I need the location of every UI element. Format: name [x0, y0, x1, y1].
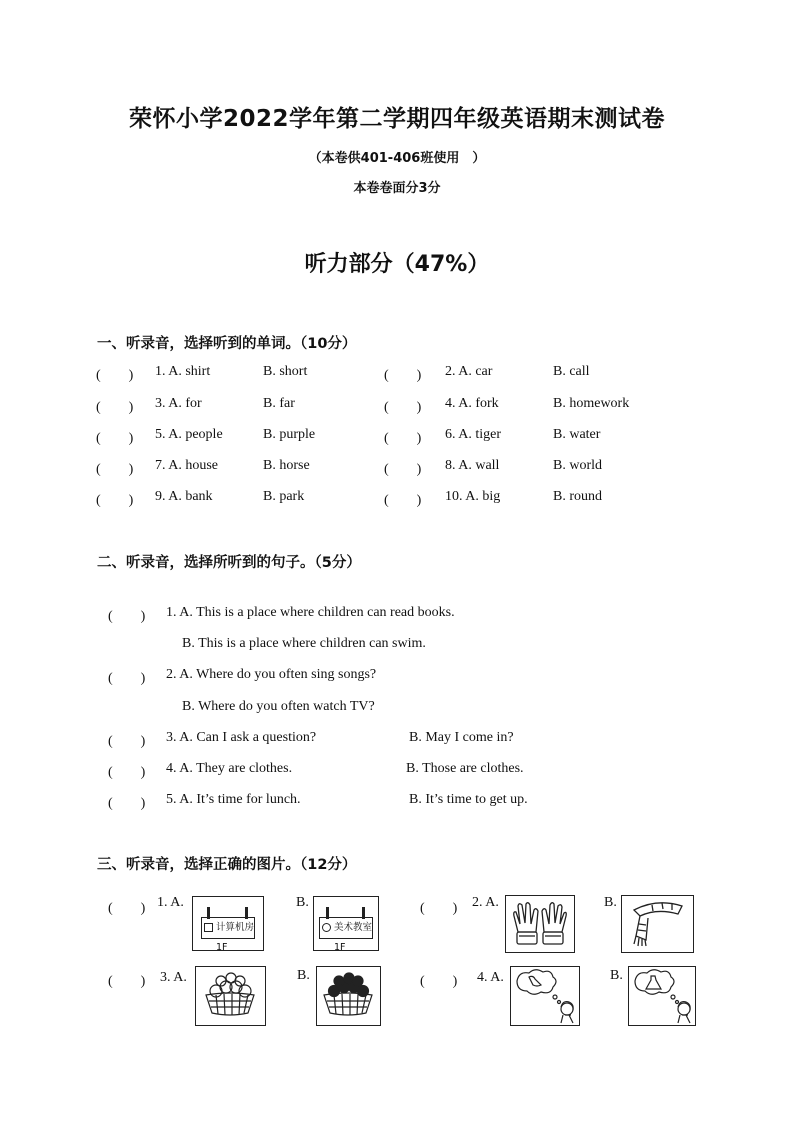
sentence-option-b: B. May I come in? [409, 730, 514, 745]
answer-blank[interactable]: ( ) [108, 671, 146, 686]
question-option-a: 9. A. bank [155, 489, 213, 504]
question-option-a: 2. A. car [445, 364, 493, 379]
sentence-option-b: B. Those are clothes. [406, 761, 524, 776]
picture-option-b-label: B. [610, 968, 623, 983]
answer-blank[interactable]: ( ) [384, 368, 422, 383]
picture-question-label: 3. A. [160, 970, 187, 985]
question-option-b: B. homework [553, 396, 630, 411]
scarf-icon [622, 896, 692, 951]
question-option-b: B. purple [263, 427, 316, 442]
answer-blank[interactable]: ( ) [108, 609, 146, 624]
sentence-option-a: 4. A. They are clothes. [166, 761, 293, 776]
question-option-a: 7. A. house [155, 458, 218, 473]
answer-blank[interactable]: ( ) [108, 974, 146, 989]
answer-blank[interactable]: ( ) [420, 901, 458, 916]
question-option-b: B. round [553, 489, 602, 504]
answer-blank[interactable]: ( ) [108, 796, 146, 811]
question-option-a: 10. A. big [445, 489, 501, 504]
section1-heading: 一、听录音，选择听到的单词。（10分） [97, 336, 357, 352]
basket-picture-a[interactable] [195, 966, 266, 1026]
sentence-option-b: B. Where do you often watch TV? [182, 699, 375, 714]
listening-part-title: 听力部分（47%） [304, 252, 490, 277]
sign-text: 计算机房1F [216, 922, 255, 953]
gloves-picture[interactable] [505, 895, 575, 953]
question-option-a: 5. A. people [155, 427, 223, 442]
fruit-basket-icon [317, 967, 379, 1024]
basket-picture-b[interactable] [316, 966, 381, 1026]
sentence-option-a: 2. A. Where do you often sing songs? [166, 667, 377, 682]
question-option-b: B. far [263, 396, 295, 411]
answer-blank[interactable]: ( ) [384, 431, 422, 446]
question-option-b: B. water [553, 427, 601, 442]
sentence-option-b: B. It’s time to get up. [409, 792, 528, 807]
answer-blank[interactable]: ( ) [384, 462, 422, 477]
scarf-picture[interactable] [621, 895, 694, 953]
thought-bubble-icon [511, 967, 578, 1024]
picture-option-b-label: B. [604, 895, 617, 910]
picture-question-label: 1. A. [157, 895, 184, 910]
thought-bubble-icon [629, 967, 694, 1024]
sentence-option-b: B. This is a place where children can swim. [182, 636, 426, 651]
question-option-a: 4. A. fork [445, 396, 499, 411]
computer-room-sign-picture[interactable] [192, 896, 264, 951]
answer-blank[interactable]: ( ) [420, 974, 458, 989]
answer-blank[interactable]: ( ) [108, 765, 146, 780]
sign-text: 美术教室1F [334, 922, 373, 953]
section2-heading: 二、听录音，选择所听到的句子。（5分） [97, 555, 361, 571]
usage-note: （本卷供401-406班使用 ） [308, 151, 486, 166]
question-option-b: B. park [263, 489, 305, 504]
answer-blank[interactable]: ( ) [96, 400, 134, 415]
question-option-a: 8. A. wall [445, 458, 500, 473]
girl-thinking-picture-b[interactable] [628, 966, 696, 1026]
answer-blank[interactable]: ( ) [96, 462, 134, 477]
picture-option-b-label: B. [296, 895, 309, 910]
computer-icon [204, 923, 213, 932]
question-option-b: B. world [553, 458, 602, 473]
art-room-sign-picture[interactable] [313, 896, 379, 951]
picture-option-b-label: B. [297, 968, 310, 983]
section3-heading: 三、听录音，选择正确的图片。（12分） [97, 857, 357, 873]
answer-blank[interactable]: ( ) [96, 431, 134, 446]
answer-blank[interactable]: ( ) [108, 734, 146, 749]
gloves-icon [506, 896, 573, 951]
answer-blank[interactable]: ( ) [96, 368, 134, 383]
sentence-option-a: 3. A. Can I ask a question? [166, 730, 317, 745]
question-option-a: 1. A. shirt [155, 364, 211, 379]
question-option-b: B. short [263, 364, 308, 379]
picture-question-label: 4. A. [477, 970, 504, 985]
answer-blank[interactable]: ( ) [96, 493, 134, 508]
question-option-b: B. call [553, 364, 590, 379]
score-note: 本卷卷面分3分 [353, 181, 441, 196]
answer-blank[interactable]: ( ) [108, 901, 146, 916]
palette-icon [322, 923, 331, 932]
picture-question-label: 2. A. [472, 895, 499, 910]
answer-blank[interactable]: ( ) [384, 493, 422, 508]
question-option-a: 3. A. for [155, 396, 202, 411]
sentence-option-a: 5. A. It’s time for lunch. [166, 792, 301, 807]
question-option-a: 6. A. tiger [445, 427, 501, 442]
fruit-basket-icon [196, 967, 264, 1024]
exam-title: 荣怀小学2022学年第二学期四年级英语期末测试卷 [128, 106, 665, 132]
answer-blank[interactable]: ( ) [384, 400, 422, 415]
girl-thinking-picture-a[interactable] [510, 966, 580, 1026]
question-option-b: B. horse [263, 458, 310, 473]
sentence-option-a: 1. A. This is a place where children can read books. [166, 605, 455, 620]
